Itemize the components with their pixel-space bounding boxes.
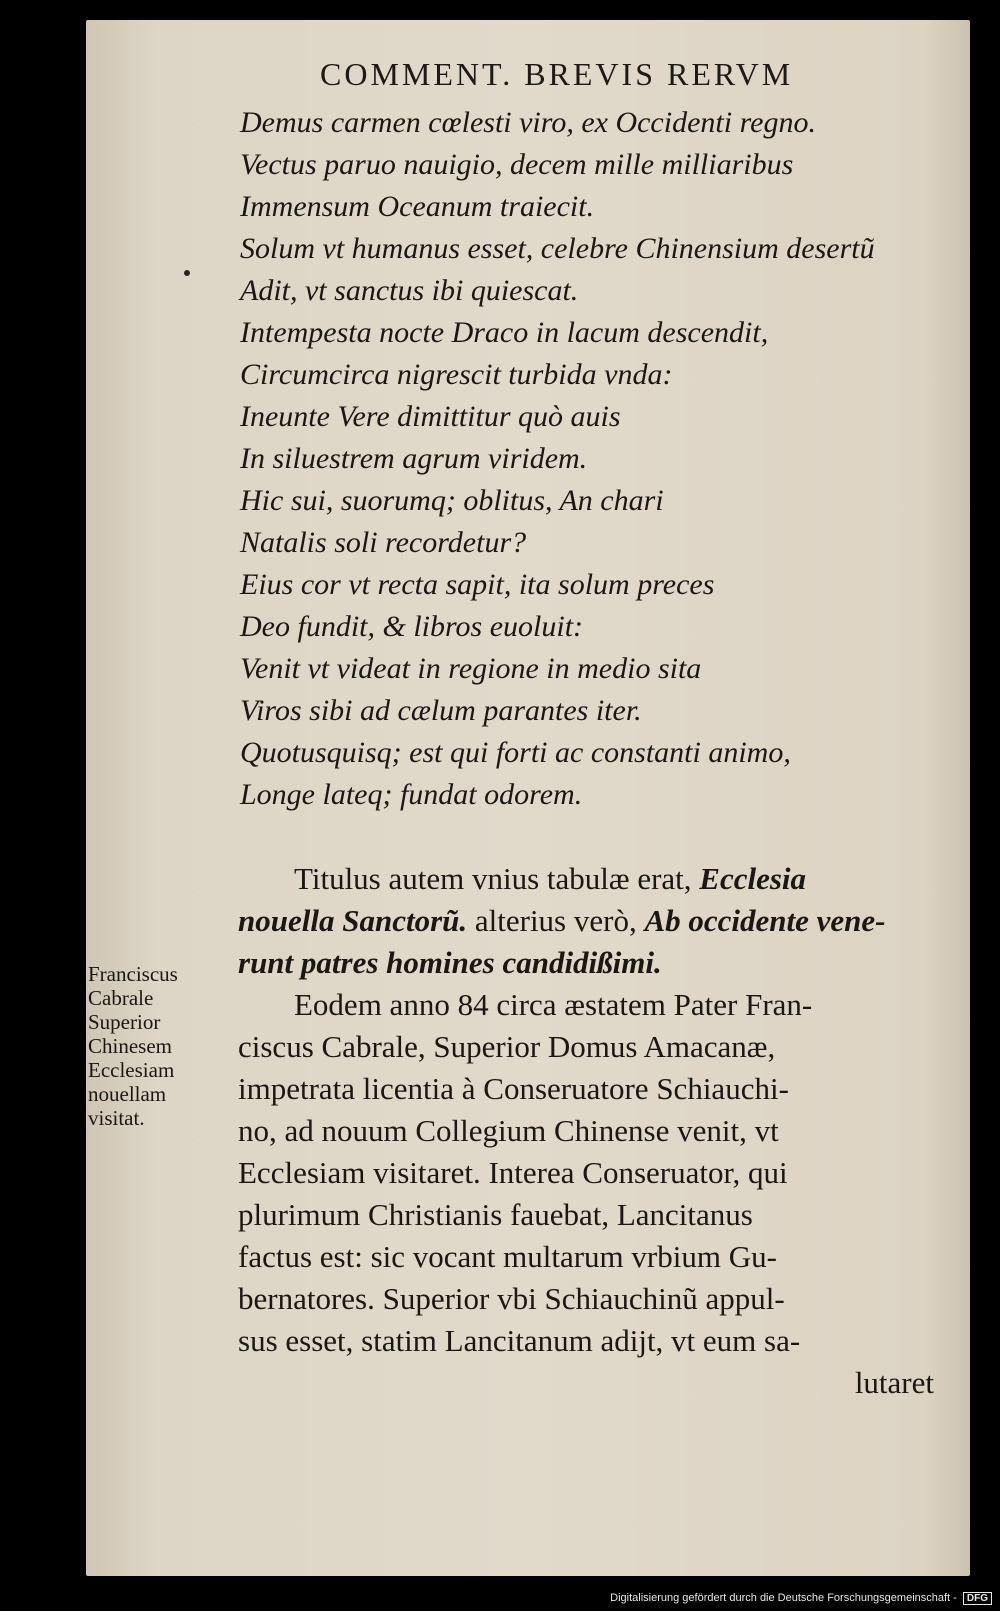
marginal-note-line: visitat. (88, 1106, 145, 1130)
prose-line: bernatores. Superior vbi Schiauchinũ appul- (238, 1281, 785, 1316)
prose-line: ciscus Cabrale, Superior Domus Amacanæ, (238, 1029, 776, 1064)
poem-line: Longe lateq; fundat odorem. (240, 778, 583, 811)
prose-line: plurimum Christianis fauebat, Lancitanus (238, 1197, 753, 1232)
prose-line: no, ad nouum Collegium Chinense venit, vt (238, 1113, 779, 1148)
prose-italic-text: Ab occidente vene- (644, 903, 886, 938)
prose-line (238, 942, 938, 984)
prose-line: Eodem anno 84 circa æstatem Pater Fran- (294, 987, 813, 1022)
prose-block (238, 858, 938, 1404)
poem-line: Circumcirca nigrescit turbida vnda: (240, 358, 673, 391)
prose-text: alterius verò, (467, 903, 645, 938)
dfg-logo: DFG (963, 1592, 992, 1605)
ink-speck (184, 270, 190, 276)
poem-line: Hic sui, suorumq; oblitus, An chari (240, 484, 664, 517)
poem-line: Deo fundit, & libros euoluit: (240, 610, 584, 643)
prose-line: impetrata licentia à Conseruatore Schiauchi- (238, 1071, 789, 1106)
poem-line: Vectus paruo nauigio, decem mille milliaribus (240, 148, 794, 181)
prose-line: Ecclesiam visitaret. Interea Conseruator, qui (238, 1155, 788, 1190)
poem-block (240, 102, 940, 816)
marginal-note-line: Chinesem (88, 1034, 172, 1058)
prose-italic-text: nouella Sanctorũ. (238, 903, 468, 938)
prose-text: Titulus autem vnius tabulæ erat, (294, 861, 700, 896)
poem-line: Adit, vt sanctus ibi quiescat. (240, 274, 579, 307)
marginal-note-line: nouellam (88, 1082, 167, 1106)
prose-italic-text: runt patres homines candidißimi. (238, 945, 662, 980)
marginal-note-line: Cabrale (88, 986, 154, 1010)
prose-line: sus esset, statim Lancitanum adijt, vt eum sa- (238, 1323, 801, 1358)
digitization-credit (610, 1592, 992, 1605)
marginal-note-line: Franciscus (88, 962, 178, 986)
poem-line: Venit vt videat in regione in medio sita (240, 652, 702, 685)
prose-line: factus est: sic vocant multarum vrbium Gu- (238, 1239, 777, 1274)
poem-line: Quotusquisq; est qui forti ac constanti animo, (240, 736, 791, 769)
running-header: COMMENT. BREVIS RERVM (320, 56, 794, 92)
poem-line: Solum vt humanus esset, celebre Chinensium desertũ (240, 232, 875, 265)
marginal-note-line: Superior (88, 1010, 161, 1034)
marginal-note-line: Ecclesiam (88, 1058, 175, 1082)
poem-line: Intempesta nocte Draco in lacum descendit, (240, 316, 769, 349)
poem-line: Viros sibi ad cælum parantes iter. (240, 694, 642, 727)
poem-line: Eius cor vt recta sapit, ita solum preces (240, 568, 715, 601)
prose-line (238, 858, 938, 900)
credit-text: Digitalisierung gefördert durch die Deutsche Forschungsgemeinschaft - (610, 1592, 957, 1604)
poem-line: Ineunte Vere dimittitur quò auis (240, 400, 621, 433)
poem-line: Demus carmen cœlesti viro, ex Occidenti regno. (240, 106, 816, 139)
poem-line: Natalis soli recordetur? (240, 526, 527, 559)
poem-line: In siluestrem agrum viridem. (240, 442, 588, 475)
prose-line (238, 900, 938, 942)
marginal-note (88, 962, 238, 1130)
prose-italic-text: Ecclesia (699, 861, 807, 896)
poem-line: Immensum Oceanum traiecit. (240, 190, 595, 223)
catchword: lutaret (854, 1365, 934, 1400)
